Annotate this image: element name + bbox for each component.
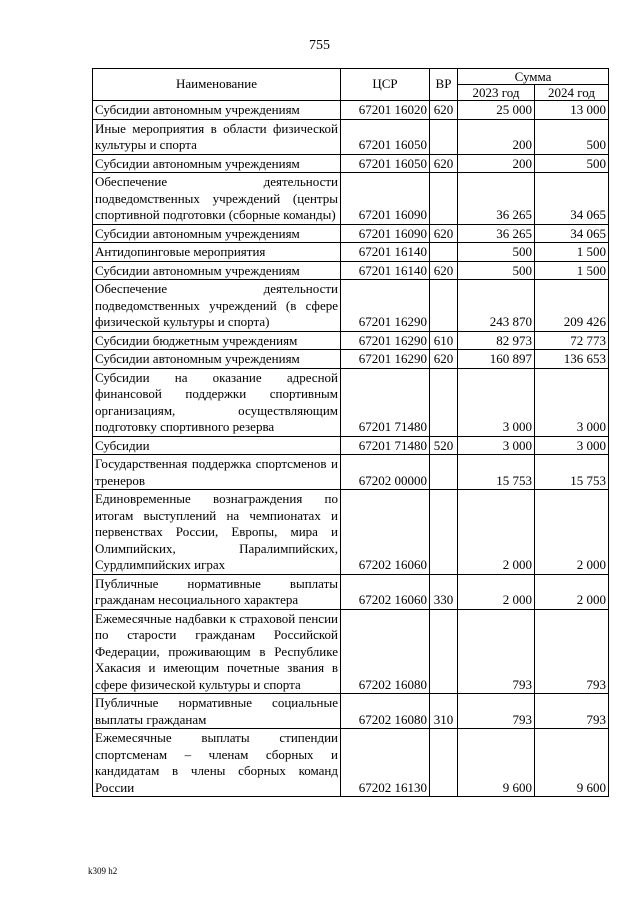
row-amount-2023: 3 000 (458, 436, 535, 455)
row-amount-2024: 136 653 (535, 350, 609, 369)
row-amount-2023: 793 (458, 694, 535, 729)
row-csr: 67201 16090 (341, 224, 430, 243)
row-name: Субсидии (93, 436, 341, 455)
row-amount-2023: 243 870 (458, 280, 535, 332)
row-vr (430, 119, 458, 154)
row-csr: 67201 16290 (341, 331, 430, 350)
row-amount-2024: 2 000 (535, 574, 609, 609)
row-amount-2023: 200 (458, 119, 535, 154)
row-amount-2024: 500 (535, 119, 609, 154)
row-name: Субсидии автономным учреждениям (93, 350, 341, 369)
row-vr (430, 490, 458, 575)
row-name: Ежемесячные выплаты стипендии спортсменам – членам сборных и кандидатам в члены сборных команд России (93, 729, 341, 797)
row-amount-2023: 36 265 (458, 173, 535, 225)
row-amount-2024: 34 065 (535, 173, 609, 225)
row-amount-2024: 209 426 (535, 280, 609, 332)
row-amount-2024: 9 600 (535, 729, 609, 797)
page-number: 755 (309, 38, 330, 53)
budget-table (92, 68, 609, 797)
table-row (93, 350, 609, 369)
row-amount-2024: 72 773 (535, 331, 609, 350)
row-name: Субсидии автономным учреждениям (93, 101, 341, 120)
table-row (93, 224, 609, 243)
row-vr: 620 (430, 261, 458, 280)
header-name: Наименование (93, 69, 341, 101)
row-amount-2023: 3 000 (458, 368, 535, 436)
table-row (93, 368, 609, 436)
table-row (93, 261, 609, 280)
row-csr: 67202 16130 (341, 729, 430, 797)
header-csr: ЦСР (341, 69, 430, 101)
row-csr: 67201 16290 (341, 280, 430, 332)
footer-code: k309 h2 (88, 866, 118, 876)
row-amount-2024: 793 (535, 694, 609, 729)
row-vr (430, 368, 458, 436)
table-header (93, 69, 609, 101)
table-row (93, 574, 609, 609)
row-vr: 310 (430, 694, 458, 729)
row-name: Субсидии автономным учреждениям (93, 154, 341, 173)
row-vr (430, 455, 458, 490)
row-csr: 67201 16020 (341, 101, 430, 120)
row-amount-2023: 2 000 (458, 490, 535, 575)
row-amount-2023: 2 000 (458, 574, 535, 609)
table-row (93, 609, 609, 694)
header-year-2023: 2023 год (458, 85, 535, 101)
row-amount-2024: 13 000 (535, 101, 609, 120)
row-name: Обеспечение деятельности подведомственных учреждений (в сфере физической культуры и спорта) (93, 280, 341, 332)
row-amount-2024: 3 000 (535, 436, 609, 455)
row-amount-2023: 25 000 (458, 101, 535, 120)
row-name: Единовременные вознаграждения по итогам выступлений на чемпионатах и первенствах России, Европы, мира и Олимпийских, Паралимпийских, Сурдлимпийских играх (93, 490, 341, 575)
row-name: Субсидии автономным учреждениям (93, 261, 341, 280)
row-vr: 520 (430, 436, 458, 455)
row-name: Субсидии автономным учреждениям (93, 224, 341, 243)
row-amount-2023: 160 897 (458, 350, 535, 369)
row-amount-2024: 1 500 (535, 243, 609, 262)
row-vr (430, 609, 458, 694)
row-csr: 67202 16080 (341, 694, 430, 729)
row-vr: 330 (430, 574, 458, 609)
row-name: Обеспечение деятельности подведомственных учреждений (центры спортивной подготовки (сборные команды) (93, 173, 341, 225)
row-vr: 620 (430, 154, 458, 173)
table-row (93, 729, 609, 797)
row-amount-2023: 793 (458, 609, 535, 694)
row-amount-2024: 3 000 (535, 368, 609, 436)
row-name: Публичные нормативные социальные выплаты гражданам (93, 694, 341, 729)
row-csr: 67201 16290 (341, 350, 430, 369)
row-vr (430, 243, 458, 262)
row-vr (430, 729, 458, 797)
table-row (93, 243, 609, 262)
table-row (93, 331, 609, 350)
table-row (93, 280, 609, 332)
row-vr: 620 (430, 101, 458, 120)
row-name: Иные мероприятия в области физической культуры и спорта (93, 119, 341, 154)
header-vr: ВР (430, 69, 458, 101)
table-row (93, 694, 609, 729)
table-row (93, 154, 609, 173)
row-csr: 67201 71480 (341, 436, 430, 455)
table-row (93, 455, 609, 490)
table-row (93, 101, 609, 120)
row-name: Субсидии бюджетным учреждениям (93, 331, 341, 350)
row-csr: 67201 16090 (341, 173, 430, 225)
row-csr: 67201 16140 (341, 261, 430, 280)
row-amount-2024: 1 500 (535, 261, 609, 280)
row-amount-2023: 500 (458, 243, 535, 262)
row-name: Ежемесячные надбавки к страховой пенсии по старости гражданам Российской Федерации, проживающим в Республике Хакасия и имеющим почетные звания в сфере физической культуры и спорта (93, 609, 341, 694)
row-amount-2024: 2 000 (535, 490, 609, 575)
row-csr: 67202 16060 (341, 574, 430, 609)
row-amount-2024: 34 065 (535, 224, 609, 243)
row-vr (430, 173, 458, 225)
row-vr: 620 (430, 224, 458, 243)
header-sum: Сумма (458, 69, 609, 85)
row-name: Субсидии на оказание адресной финансовой поддержки спортивным организациям, осуществляющим подготовку спортивного резерва (93, 368, 341, 436)
row-name: Публичные нормативные выплаты гражданам несоциального характера (93, 574, 341, 609)
row-amount-2023: 15 753 (458, 455, 535, 490)
row-name: Антидопинговые мероприятия (93, 243, 341, 262)
row-amount-2023: 500 (458, 261, 535, 280)
table-row (93, 490, 609, 575)
row-vr: 610 (430, 331, 458, 350)
row-csr: 67201 16050 (341, 154, 430, 173)
table-row (93, 119, 609, 154)
row-amount-2023: 9 600 (458, 729, 535, 797)
row-amount-2023: 82 973 (458, 331, 535, 350)
row-csr: 67202 00000 (341, 455, 430, 490)
row-amount-2024: 15 753 (535, 455, 609, 490)
row-amount-2023: 200 (458, 154, 535, 173)
row-csr: 67202 16080 (341, 609, 430, 694)
table-row (93, 436, 609, 455)
row-amount-2024: 793 (535, 609, 609, 694)
row-csr: 67202 16060 (341, 490, 430, 575)
row-csr: 67201 16050 (341, 119, 430, 154)
header-year-2024: 2024 год (535, 85, 609, 101)
row-vr (430, 280, 458, 332)
row-amount-2024: 500 (535, 154, 609, 173)
row-amount-2023: 36 265 (458, 224, 535, 243)
row-name: Государственная поддержка спортсменов и тренеров (93, 455, 341, 490)
table-row (93, 173, 609, 225)
row-csr: 67201 16140 (341, 243, 430, 262)
row-csr: 67201 71480 (341, 368, 430, 436)
row-vr: 620 (430, 350, 458, 369)
table-body (93, 101, 609, 797)
